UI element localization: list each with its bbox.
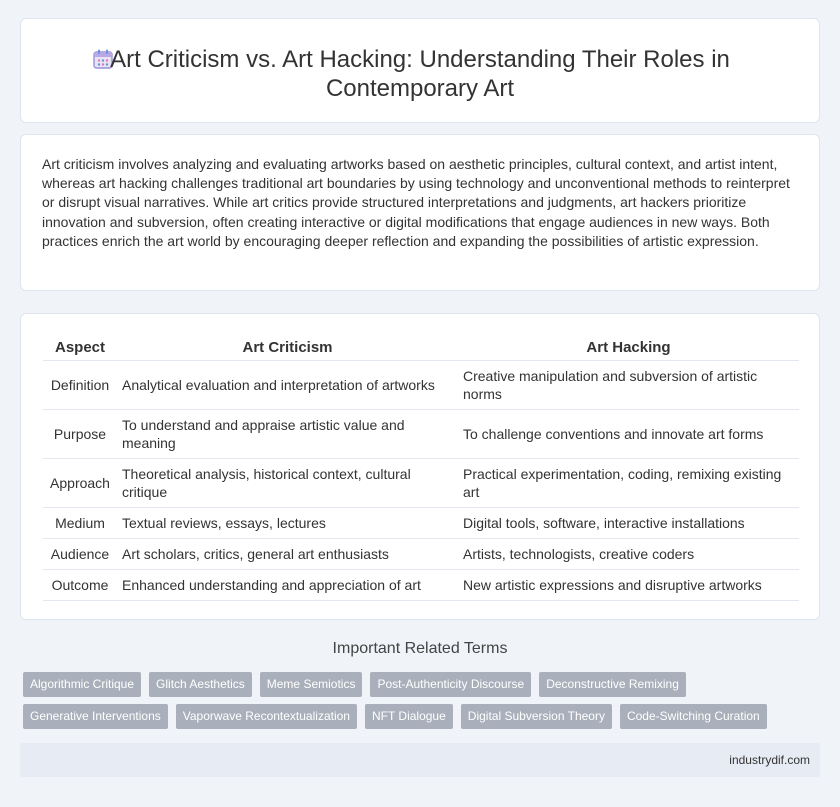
row-criticism: Textual reviews, essays, lectures xyxy=(117,507,458,538)
row-aspect: Outcome xyxy=(43,569,117,600)
table-header-row xyxy=(43,336,799,360)
related-term-tag[interactable]: Digital Subversion Theory xyxy=(461,704,612,729)
footer-site[interactable]: industrydif.com xyxy=(729,753,810,767)
comparison-table xyxy=(43,336,799,601)
row-hacking: Digital tools, software, interactive installations xyxy=(458,507,799,538)
related-term-tag[interactable]: Post-Authenticity Discourse xyxy=(370,672,531,697)
related-term-tag[interactable]: Deconstructive Remixing xyxy=(539,672,686,697)
table-row xyxy=(43,569,799,600)
row-aspect: Purpose xyxy=(43,409,117,458)
intro-card xyxy=(20,134,820,291)
row-hacking: New artistic expressions and disruptive artworks xyxy=(458,569,799,600)
related-terms-row xyxy=(23,704,803,729)
row-hacking: To challenge conventions and innovate art forms xyxy=(458,409,799,458)
row-hacking: Artists, technologists, creative coders xyxy=(458,538,799,569)
row-criticism: To understand and appraise artistic value and meaning xyxy=(117,409,458,458)
table-row xyxy=(43,458,799,507)
related-term-tag[interactable]: Meme Semiotics xyxy=(260,672,363,697)
table-row xyxy=(43,538,799,569)
row-aspect: Approach xyxy=(43,458,117,507)
intro-paragraph: Art criticism involves analyzing and evaluating artworks based on aesthetic principles, cultural context, and artist intent, whereas art hacking challenges traditional art boundaries by using technology and unconventional methods to reinterpret or disrupt visual narratives. While art critics provide structured interpretations and judgments, art hackers prioritize innovation and subversion, often creating interactive or digital modifications that engage audiences in new ways. Both practices enrich the art world by encouraging deeper reflection and expanding the possibilities of artistic expression. xyxy=(42,156,790,249)
row-hacking: Creative manipulation and subversion of artistic norms xyxy=(458,360,799,409)
row-aspect: Definition xyxy=(43,360,117,409)
header-aspect: Aspect xyxy=(43,336,117,360)
row-aspect: Audience xyxy=(43,538,117,569)
comparison-card xyxy=(20,313,820,620)
related-term-tag[interactable]: Glitch Aesthetics xyxy=(149,672,252,697)
header-art-hacking: Art Hacking xyxy=(458,336,799,360)
table-row xyxy=(43,409,799,458)
page-title: Art Criticism vs. Art Hacking: Understanding Their Roles in Contemporary Art xyxy=(110,46,730,102)
table-row xyxy=(43,360,799,409)
related-term-tag[interactable]: Vaporwave Recontextualization xyxy=(176,704,357,729)
row-criticism: Analytical evaluation and interpretation of artworks xyxy=(117,360,458,409)
related-term-tag[interactable]: NFT Dialogue xyxy=(365,704,453,729)
row-hacking: Practical experimentation, coding, remixing existing art xyxy=(458,458,799,507)
related-term-tag[interactable]: Generative Interventions xyxy=(23,704,168,729)
related-term-tag[interactable]: Algorithmic Critique xyxy=(23,672,141,697)
header-art-criticism: Art Criticism xyxy=(117,336,458,360)
row-aspect: Medium xyxy=(43,507,117,538)
row-criticism: Art scholars, critics, general art enthusiasts xyxy=(117,538,458,569)
related-term-tag[interactable]: Code-Switching Curation xyxy=(620,704,767,729)
table-row xyxy=(43,507,799,538)
related-terms-row xyxy=(23,672,803,697)
row-criticism: Enhanced understanding and appreciation of art xyxy=(117,569,458,600)
title-card xyxy=(20,18,820,123)
footer xyxy=(20,743,820,777)
related-terms-title: Important Related Terms xyxy=(332,640,508,657)
row-criticism: Theoretical analysis, historical context, cultural critique xyxy=(117,458,458,507)
